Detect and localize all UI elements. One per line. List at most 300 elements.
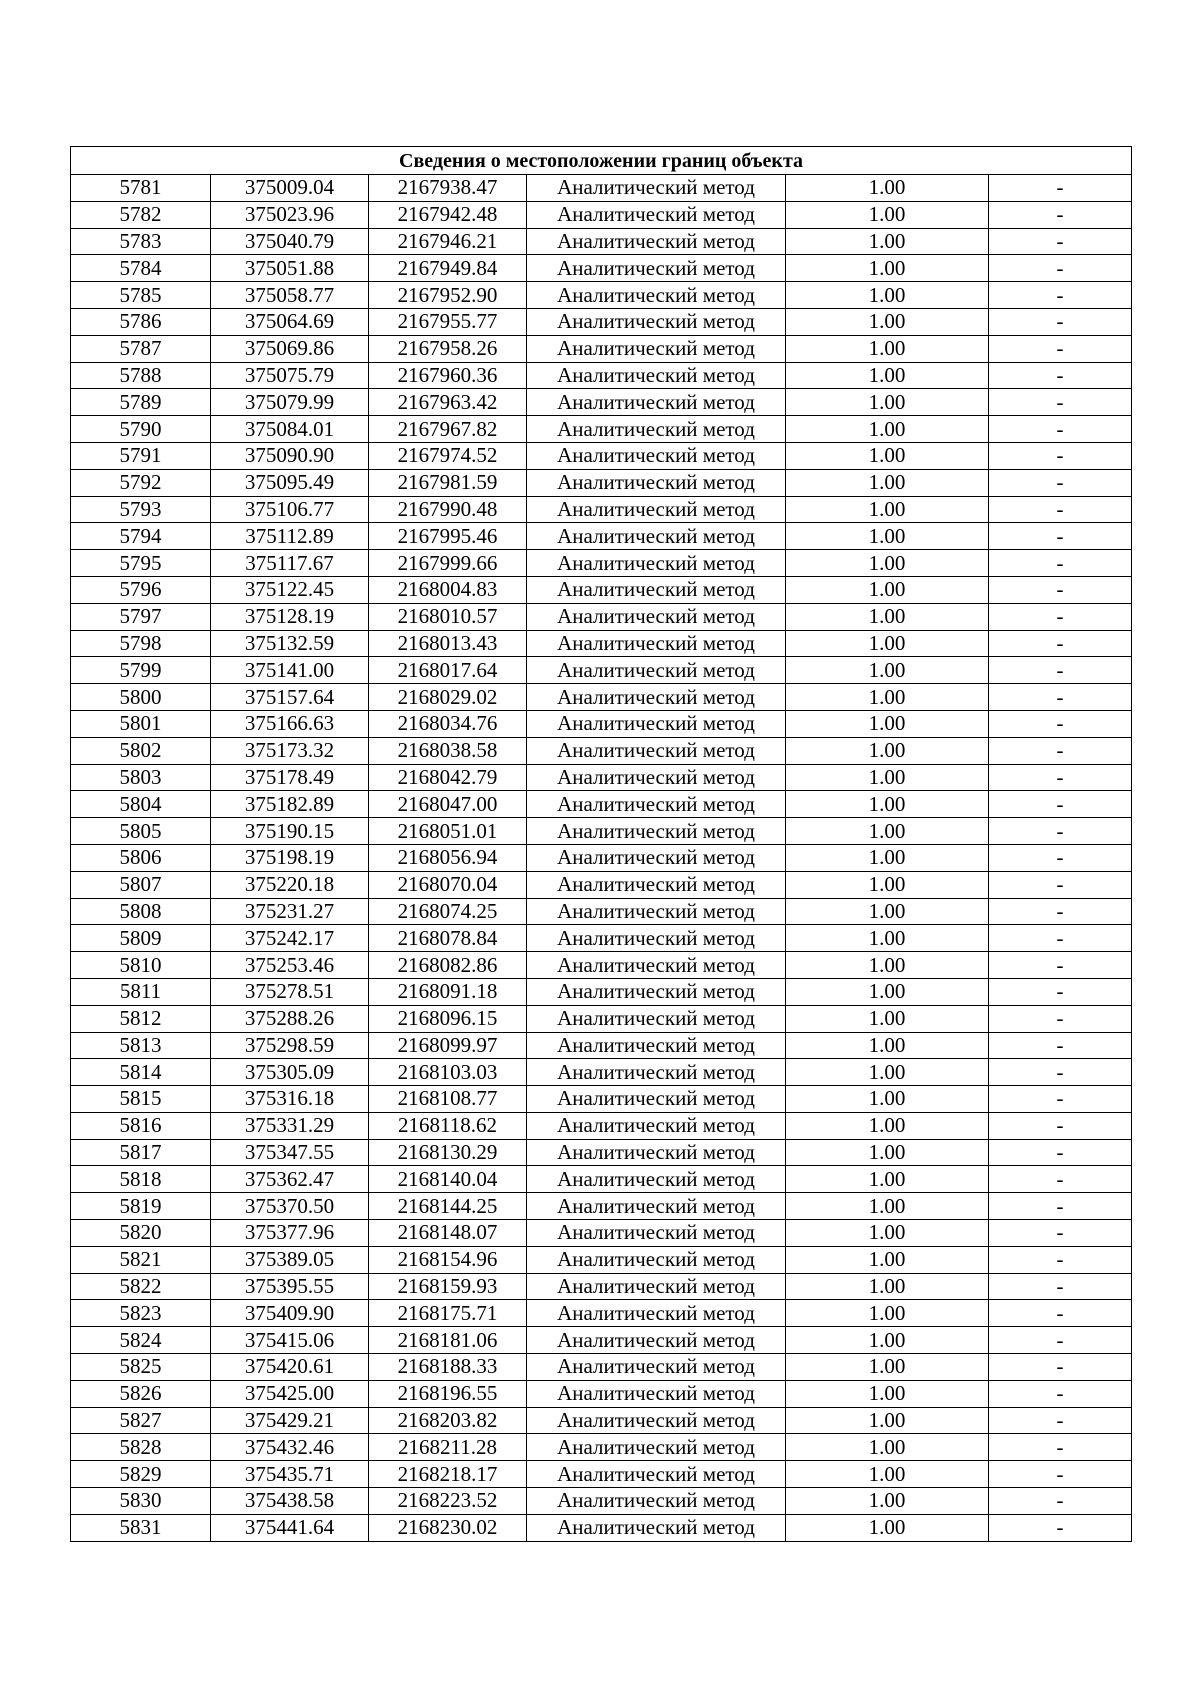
description-cell: - [989, 1354, 1132, 1381]
y-coordinate-cell: 2168029.02 [369, 684, 527, 711]
x-coordinate-cell: 375128.19 [211, 603, 369, 630]
point-number-cell: 5807 [71, 871, 211, 898]
accuracy-cell: 1.00 [786, 630, 989, 657]
x-coordinate-cell: 375122.45 [211, 576, 369, 603]
y-coordinate-cell: 2168181.06 [369, 1327, 527, 1354]
x-coordinate-cell: 375112.89 [211, 523, 369, 550]
x-coordinate-cell: 375079.99 [211, 389, 369, 416]
y-coordinate-cell: 2168010.57 [369, 603, 527, 630]
y-coordinate-cell: 2167999.66 [369, 550, 527, 577]
table-row [71, 737, 1132, 764]
table-row [71, 1005, 1132, 1032]
point-number-cell: 5814 [71, 1059, 211, 1086]
description-cell: - [989, 978, 1132, 1005]
method-cell: Аналитический метод [527, 1112, 786, 1139]
method-cell: Аналитический метод [527, 308, 786, 335]
description-cell: - [989, 871, 1132, 898]
accuracy-cell: 1.00 [786, 1086, 989, 1113]
accuracy-cell: 1.00 [786, 1380, 989, 1407]
accuracy-cell: 1.00 [786, 1246, 989, 1273]
method-cell: Аналитический метод [527, 1166, 786, 1193]
accuracy-cell: 1.00 [786, 335, 989, 362]
accuracy-cell: 1.00 [786, 362, 989, 389]
accuracy-cell: 1.00 [786, 1032, 989, 1059]
accuracy-cell: 1.00 [786, 201, 989, 228]
accuracy-cell: 1.00 [786, 684, 989, 711]
point-number-cell: 5811 [71, 978, 211, 1005]
description-cell: - [989, 523, 1132, 550]
table-row [71, 818, 1132, 845]
description-cell: - [989, 442, 1132, 469]
table-row [71, 1246, 1132, 1273]
accuracy-cell: 1.00 [786, 1220, 989, 1247]
method-cell: Аналитический метод [527, 791, 786, 818]
y-coordinate-cell: 2168211.28 [369, 1434, 527, 1461]
method-cell: Аналитический метод [527, 657, 786, 684]
y-coordinate-cell: 2168154.96 [369, 1246, 527, 1273]
description-cell: - [989, 1407, 1132, 1434]
description-cell: - [989, 603, 1132, 630]
y-coordinate-cell: 2167952.90 [369, 282, 527, 309]
method-cell: Аналитический метод [527, 523, 786, 550]
accuracy-cell: 1.00 [786, 1112, 989, 1139]
x-coordinate-cell: 375173.32 [211, 737, 369, 764]
description-cell: - [989, 1166, 1132, 1193]
y-coordinate-cell: 2168188.33 [369, 1354, 527, 1381]
table-row [71, 1514, 1132, 1541]
accuracy-cell: 1.00 [786, 1434, 989, 1461]
point-number-cell: 5804 [71, 791, 211, 818]
method-cell: Аналитический метод [527, 201, 786, 228]
table-row [71, 630, 1132, 657]
x-coordinate-cell: 375075.79 [211, 362, 369, 389]
point-number-cell: 5828 [71, 1434, 211, 1461]
accuracy-cell: 1.00 [786, 523, 989, 550]
y-coordinate-cell: 2168017.64 [369, 657, 527, 684]
accuracy-cell: 1.00 [786, 1300, 989, 1327]
x-coordinate-cell: 375441.64 [211, 1514, 369, 1541]
accuracy-cell: 1.00 [786, 550, 989, 577]
point-number-cell: 5813 [71, 1032, 211, 1059]
accuracy-cell: 1.00 [786, 764, 989, 791]
description-cell: - [989, 1139, 1132, 1166]
method-cell: Аналитический метод [527, 1300, 786, 1327]
point-number-cell: 5784 [71, 255, 211, 282]
accuracy-cell: 1.00 [786, 1139, 989, 1166]
accuracy-cell: 1.00 [786, 1327, 989, 1354]
description-cell: - [989, 1220, 1132, 1247]
table-row [71, 308, 1132, 335]
y-coordinate-cell: 2168118.62 [369, 1112, 527, 1139]
method-cell: Аналитический метод [527, 1139, 786, 1166]
x-coordinate-cell: 375415.06 [211, 1327, 369, 1354]
point-number-cell: 5820 [71, 1220, 211, 1247]
method-cell: Аналитический метод [527, 228, 786, 255]
y-coordinate-cell: 2168103.03 [369, 1059, 527, 1086]
table-row [71, 978, 1132, 1005]
description-cell: - [989, 576, 1132, 603]
point-number-cell: 5788 [71, 362, 211, 389]
x-coordinate-cell: 375090.90 [211, 442, 369, 469]
x-coordinate-cell: 375051.88 [211, 255, 369, 282]
y-coordinate-cell: 2168108.77 [369, 1086, 527, 1113]
description-cell: - [989, 1193, 1132, 1220]
description-cell: - [989, 1059, 1132, 1086]
table-row [71, 1273, 1132, 1300]
method-cell: Аналитический метод [527, 898, 786, 925]
y-coordinate-cell: 2168230.02 [369, 1514, 527, 1541]
x-coordinate-cell: 375157.64 [211, 684, 369, 711]
accuracy-cell: 1.00 [786, 1166, 989, 1193]
x-coordinate-cell: 375288.26 [211, 1005, 369, 1032]
point-number-cell: 5805 [71, 818, 211, 845]
x-coordinate-cell: 375069.86 [211, 335, 369, 362]
accuracy-cell: 1.00 [786, 818, 989, 845]
point-number-cell: 5810 [71, 952, 211, 979]
y-coordinate-cell: 2168078.84 [369, 925, 527, 952]
accuracy-cell: 1.00 [786, 1354, 989, 1381]
y-coordinate-cell: 2168091.18 [369, 978, 527, 1005]
y-coordinate-cell: 2168038.58 [369, 737, 527, 764]
description-cell: - [989, 201, 1132, 228]
method-cell: Аналитический метод [527, 1488, 786, 1515]
table-row [71, 255, 1132, 282]
point-number-cell: 5815 [71, 1086, 211, 1113]
table-row [71, 764, 1132, 791]
method-cell: Аналитический метод [527, 1434, 786, 1461]
accuracy-cell: 1.00 [786, 1059, 989, 1086]
x-coordinate-cell: 375023.96 [211, 201, 369, 228]
description-cell: - [989, 550, 1132, 577]
accuracy-cell: 1.00 [786, 469, 989, 496]
point-number-cell: 5800 [71, 684, 211, 711]
description-cell: - [989, 416, 1132, 443]
description-cell: - [989, 898, 1132, 925]
table-row [71, 282, 1132, 309]
point-number-cell: 5806 [71, 844, 211, 871]
x-coordinate-cell: 375420.61 [211, 1354, 369, 1381]
y-coordinate-cell: 2168130.29 [369, 1139, 527, 1166]
description-cell: - [989, 1273, 1132, 1300]
table-title-row [71, 147, 1132, 175]
y-coordinate-cell: 2167958.26 [369, 335, 527, 362]
accuracy-cell: 1.00 [786, 255, 989, 282]
method-cell: Аналитический метод [527, 818, 786, 845]
boundary-table [70, 146, 1132, 1542]
description-cell: - [989, 844, 1132, 871]
point-number-cell: 5809 [71, 925, 211, 952]
accuracy-cell: 1.00 [786, 978, 989, 1005]
method-cell: Аналитический метод [527, 1086, 786, 1113]
table-title: Сведения о местоположении границ объекта [71, 147, 1132, 175]
accuracy-cell: 1.00 [786, 737, 989, 764]
x-coordinate-cell: 375298.59 [211, 1032, 369, 1059]
y-coordinate-cell: 2167955.77 [369, 308, 527, 335]
point-number-cell: 5791 [71, 442, 211, 469]
description-cell: - [989, 791, 1132, 818]
accuracy-cell: 1.00 [786, 576, 989, 603]
description-cell: - [989, 1434, 1132, 1461]
accuracy-cell: 1.00 [786, 1273, 989, 1300]
x-coordinate-cell: 375106.77 [211, 496, 369, 523]
table-row [71, 925, 1132, 952]
description-cell: - [989, 1086, 1132, 1113]
y-coordinate-cell: 2167942.48 [369, 201, 527, 228]
method-cell: Аналитический метод [527, 255, 786, 282]
table-row [71, 1327, 1132, 1354]
point-number-cell: 5818 [71, 1166, 211, 1193]
description-cell: - [989, 1032, 1132, 1059]
method-cell: Аналитический метод [527, 442, 786, 469]
accuracy-cell: 1.00 [786, 871, 989, 898]
table-body [71, 175, 1132, 1542]
x-coordinate-cell: 375220.18 [211, 871, 369, 898]
method-cell: Аналитический метод [527, 1005, 786, 1032]
x-coordinate-cell: 375040.79 [211, 228, 369, 255]
accuracy-cell: 1.00 [786, 308, 989, 335]
y-coordinate-cell: 2168074.25 [369, 898, 527, 925]
description-cell: - [989, 952, 1132, 979]
method-cell: Аналитический метод [527, 630, 786, 657]
x-coordinate-cell: 375178.49 [211, 764, 369, 791]
point-number-cell: 5803 [71, 764, 211, 791]
x-coordinate-cell: 375064.69 [211, 308, 369, 335]
description-cell: - [989, 818, 1132, 845]
table-row [71, 1488, 1132, 1515]
x-coordinate-cell: 375305.09 [211, 1059, 369, 1086]
point-number-cell: 5782 [71, 201, 211, 228]
y-coordinate-cell: 2168159.93 [369, 1273, 527, 1300]
accuracy-cell: 1.00 [786, 1193, 989, 1220]
table-row [71, 952, 1132, 979]
point-number-cell: 5821 [71, 1246, 211, 1273]
description-cell: - [989, 362, 1132, 389]
point-number-cell: 5827 [71, 1407, 211, 1434]
accuracy-cell: 1.00 [786, 710, 989, 737]
point-number-cell: 5792 [71, 469, 211, 496]
method-cell: Аналитический метод [527, 362, 786, 389]
description-cell: - [989, 630, 1132, 657]
point-number-cell: 5812 [71, 1005, 211, 1032]
point-number-cell: 5825 [71, 1354, 211, 1381]
y-coordinate-cell: 2168148.07 [369, 1220, 527, 1247]
point-number-cell: 5822 [71, 1273, 211, 1300]
method-cell: Аналитический метод [527, 737, 786, 764]
description-cell: - [989, 1380, 1132, 1407]
accuracy-cell: 1.00 [786, 952, 989, 979]
description-cell: - [989, 496, 1132, 523]
accuracy-cell: 1.00 [786, 1407, 989, 1434]
x-coordinate-cell: 375278.51 [211, 978, 369, 1005]
description-cell: - [989, 282, 1132, 309]
point-number-cell: 5824 [71, 1327, 211, 1354]
point-number-cell: 5823 [71, 1300, 211, 1327]
description-cell: - [989, 657, 1132, 684]
accuracy-cell: 1.00 [786, 1461, 989, 1488]
x-coordinate-cell: 375084.01 [211, 416, 369, 443]
table-row [71, 1059, 1132, 1086]
accuracy-cell: 1.00 [786, 175, 989, 202]
point-number-cell: 5785 [71, 282, 211, 309]
method-cell: Аналитический метод [527, 1514, 786, 1541]
x-coordinate-cell: 375347.55 [211, 1139, 369, 1166]
description-cell: - [989, 175, 1132, 202]
accuracy-cell: 1.00 [786, 603, 989, 630]
table-row [71, 657, 1132, 684]
y-coordinate-cell: 2168099.97 [369, 1032, 527, 1059]
x-coordinate-cell: 375009.04 [211, 175, 369, 202]
method-cell: Аналитический метод [527, 603, 786, 630]
x-coordinate-cell: 375253.46 [211, 952, 369, 979]
table-row [71, 442, 1132, 469]
method-cell: Аналитический метод [527, 416, 786, 443]
table-row [71, 175, 1132, 202]
x-coordinate-cell: 375198.19 [211, 844, 369, 871]
document-page [70, 146, 1131, 1542]
point-number-cell: 5808 [71, 898, 211, 925]
x-coordinate-cell: 375316.18 [211, 1086, 369, 1113]
x-coordinate-cell: 375117.67 [211, 550, 369, 577]
accuracy-cell: 1.00 [786, 791, 989, 818]
y-coordinate-cell: 2168096.15 [369, 1005, 527, 1032]
y-coordinate-cell: 2167990.48 [369, 496, 527, 523]
point-number-cell: 5830 [71, 1488, 211, 1515]
point-number-cell: 5817 [71, 1139, 211, 1166]
method-cell: Аналитический метод [527, 496, 786, 523]
x-coordinate-cell: 375432.46 [211, 1434, 369, 1461]
accuracy-cell: 1.00 [786, 925, 989, 952]
description-cell: - [989, 737, 1132, 764]
method-cell: Аналитический метод [527, 1407, 786, 1434]
table-row [71, 389, 1132, 416]
method-cell: Аналитический метод [527, 1246, 786, 1273]
y-coordinate-cell: 2168175.71 [369, 1300, 527, 1327]
point-number-cell: 5786 [71, 308, 211, 335]
method-cell: Аналитический метод [527, 978, 786, 1005]
table-row [71, 416, 1132, 443]
table-row [71, 1139, 1132, 1166]
table-row [71, 1220, 1132, 1247]
table-row [71, 871, 1132, 898]
method-cell: Аналитический метод [527, 1461, 786, 1488]
description-cell: - [989, 1488, 1132, 1515]
method-cell: Аналитический метод [527, 282, 786, 309]
point-number-cell: 5819 [71, 1193, 211, 1220]
accuracy-cell: 1.00 [786, 1005, 989, 1032]
point-number-cell: 5796 [71, 576, 211, 603]
table-row [71, 684, 1132, 711]
x-coordinate-cell: 375395.55 [211, 1273, 369, 1300]
method-cell: Аналитический метод [527, 844, 786, 871]
accuracy-cell: 1.00 [786, 389, 989, 416]
method-cell: Аналитический метод [527, 1059, 786, 1086]
accuracy-cell: 1.00 [786, 844, 989, 871]
method-cell: Аналитический метод [527, 469, 786, 496]
y-coordinate-cell: 2168056.94 [369, 844, 527, 871]
table-row [71, 1086, 1132, 1113]
method-cell: Аналитический метод [527, 389, 786, 416]
y-coordinate-cell: 2168203.82 [369, 1407, 527, 1434]
y-coordinate-cell: 2167981.59 [369, 469, 527, 496]
x-coordinate-cell: 375190.15 [211, 818, 369, 845]
method-cell: Аналитический метод [527, 335, 786, 362]
y-coordinate-cell: 2168070.04 [369, 871, 527, 898]
table-row [71, 496, 1132, 523]
point-number-cell: 5826 [71, 1380, 211, 1407]
point-number-cell: 5790 [71, 416, 211, 443]
description-cell: - [989, 308, 1132, 335]
table-row [71, 791, 1132, 818]
table-row [71, 1032, 1132, 1059]
x-coordinate-cell: 375409.90 [211, 1300, 369, 1327]
table-row [71, 710, 1132, 737]
description-cell: - [989, 335, 1132, 362]
description-cell: - [989, 1246, 1132, 1273]
table-row [71, 362, 1132, 389]
point-number-cell: 5799 [71, 657, 211, 684]
accuracy-cell: 1.00 [786, 228, 989, 255]
table-row [71, 1461, 1132, 1488]
x-coordinate-cell: 375182.89 [211, 791, 369, 818]
description-cell: - [989, 228, 1132, 255]
point-number-cell: 5797 [71, 603, 211, 630]
accuracy-cell: 1.00 [786, 898, 989, 925]
y-coordinate-cell: 2167960.36 [369, 362, 527, 389]
x-coordinate-cell: 375231.27 [211, 898, 369, 925]
method-cell: Аналитический метод [527, 1193, 786, 1220]
point-number-cell: 5793 [71, 496, 211, 523]
method-cell: Аналитический метод [527, 1327, 786, 1354]
table-row [71, 898, 1132, 925]
x-coordinate-cell: 375166.63 [211, 710, 369, 737]
y-coordinate-cell: 2168140.04 [369, 1166, 527, 1193]
method-cell: Аналитический метод [527, 1354, 786, 1381]
x-coordinate-cell: 375242.17 [211, 925, 369, 952]
point-number-cell: 5798 [71, 630, 211, 657]
method-cell: Аналитический метод [527, 1380, 786, 1407]
table-row [71, 1434, 1132, 1461]
accuracy-cell: 1.00 [786, 1488, 989, 1515]
description-cell: - [989, 1461, 1132, 1488]
method-cell: Аналитический метод [527, 952, 786, 979]
y-coordinate-cell: 2167974.52 [369, 442, 527, 469]
point-number-cell: 5802 [71, 737, 211, 764]
y-coordinate-cell: 2168223.52 [369, 1488, 527, 1515]
method-cell: Аналитический метод [527, 925, 786, 952]
description-cell: - [989, 255, 1132, 282]
description-cell: - [989, 1514, 1132, 1541]
accuracy-cell: 1.00 [786, 282, 989, 309]
accuracy-cell: 1.00 [786, 1514, 989, 1541]
table-row [71, 603, 1132, 630]
description-cell: - [989, 1005, 1132, 1032]
method-cell: Аналитический метод [527, 684, 786, 711]
x-coordinate-cell: 375377.96 [211, 1220, 369, 1247]
method-cell: Аналитический метод [527, 175, 786, 202]
table-row [71, 1380, 1132, 1407]
x-coordinate-cell: 375331.29 [211, 1112, 369, 1139]
table-row [71, 523, 1132, 550]
table-row [71, 1354, 1132, 1381]
y-coordinate-cell: 2167967.82 [369, 416, 527, 443]
accuracy-cell: 1.00 [786, 496, 989, 523]
x-coordinate-cell: 375435.71 [211, 1461, 369, 1488]
table-row [71, 844, 1132, 871]
method-cell: Аналитический метод [527, 550, 786, 577]
y-coordinate-cell: 2167938.47 [369, 175, 527, 202]
accuracy-cell: 1.00 [786, 442, 989, 469]
x-coordinate-cell: 375058.77 [211, 282, 369, 309]
